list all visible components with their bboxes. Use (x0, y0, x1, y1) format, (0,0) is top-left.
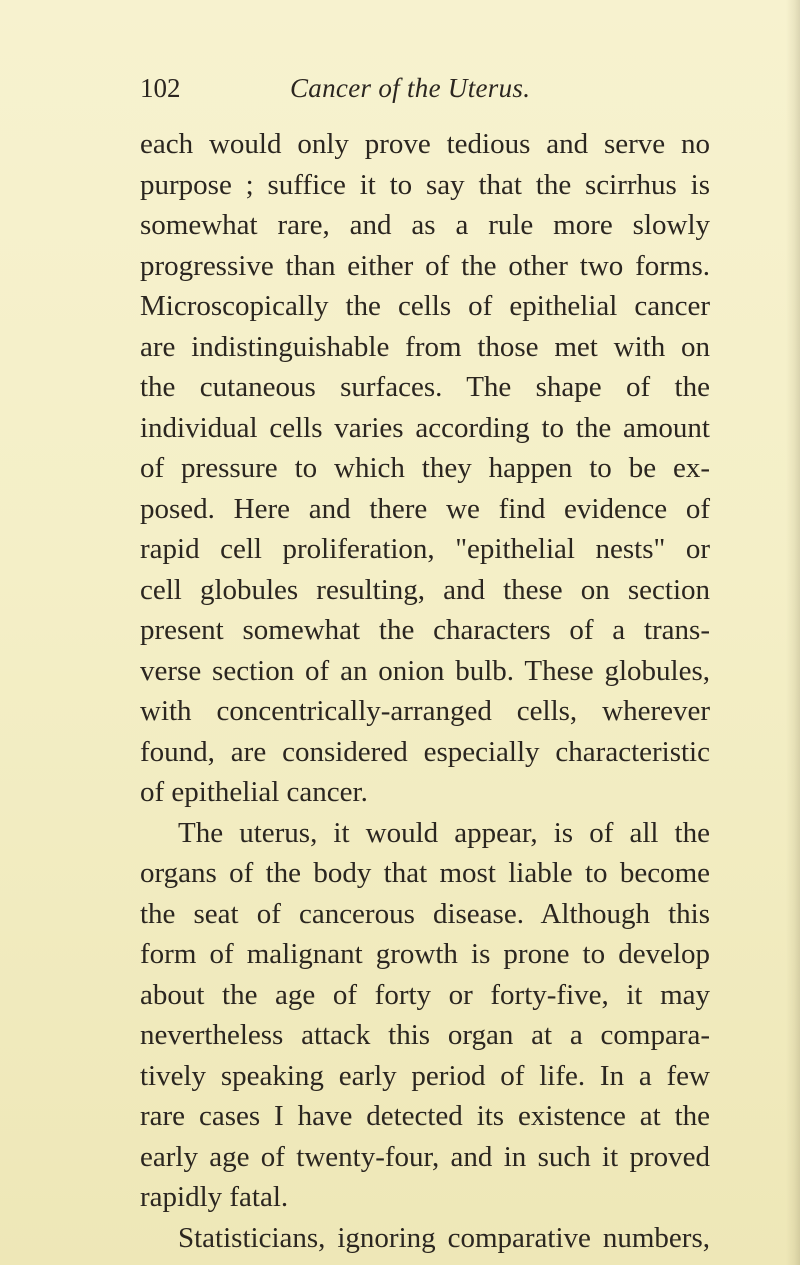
text-line: early age of twenty-four, and in such it proved (140, 1140, 710, 1173)
text-line: rapid cell proliferation, "epithelial nests" or (140, 533, 710, 565)
text-line: individual cells varies according to the amount (140, 411, 710, 444)
text-line: somewhat rare, and as a rule more slowly (140, 209, 710, 241)
text-line: cell globules resulting, and these on section (140, 573, 710, 606)
running-title: Cancer of the Uterus. (290, 73, 531, 103)
text-line: tively speaking early period of life. In a few (140, 1059, 710, 1092)
text-line: present somewhat the characters of a trans- (140, 614, 710, 646)
page-number: 102 (140, 73, 181, 103)
text-line: posed. Here and there we find evidence of (140, 492, 710, 525)
text-line: organs of the body that most liable to become (140, 857, 710, 889)
book-page (140, 64, 710, 1258)
paragraph-start-line: The uterus, it would appear, is of all the (178, 816, 710, 849)
text-line: rare cases I have detected its existence at the (140, 1100, 710, 1132)
paragraph-end-line: of epithelial cancer. (140, 776, 368, 808)
body-text (140, 124, 710, 1258)
running-head (140, 64, 710, 112)
text-line: nevertheless attack this organ at a compara- (140, 1019, 710, 1051)
paragraph-end-line: rapidly fatal. (140, 1181, 289, 1213)
text-line: each would only prove tedious and serve no (140, 128, 710, 160)
text-line: found, are considered especially characteristic (140, 735, 710, 768)
text-line: are indistinguishable from those met with on (140, 330, 710, 363)
text-line: Microscopically the cells of epithelial cancer (140, 290, 710, 322)
page-edge-shadow (786, 0, 800, 1265)
text-line: with concentrically-arranged cells, wherever (140, 695, 710, 727)
text-line: form of malignant growth is prone to develop (140, 938, 710, 970)
text-line: progressive than either of the other two forms. (140, 249, 710, 282)
text-line: about the age of forty or forty-five, it may (140, 978, 710, 1011)
text-line: the cutaneous surfaces. The shape of the (140, 371, 710, 403)
text-line: verse section of an onion bulb. These globules, (140, 654, 710, 687)
paragraph-start-line: Statisticians, ignoring comparative numbers, (178, 1221, 710, 1254)
text-line: of pressure to which they happen to be ex- (140, 452, 710, 484)
text-line: the seat of cancerous disease. Although this (140, 897, 710, 930)
text-line: purpose ; suffice it to say that the scirrhus is (140, 168, 710, 201)
